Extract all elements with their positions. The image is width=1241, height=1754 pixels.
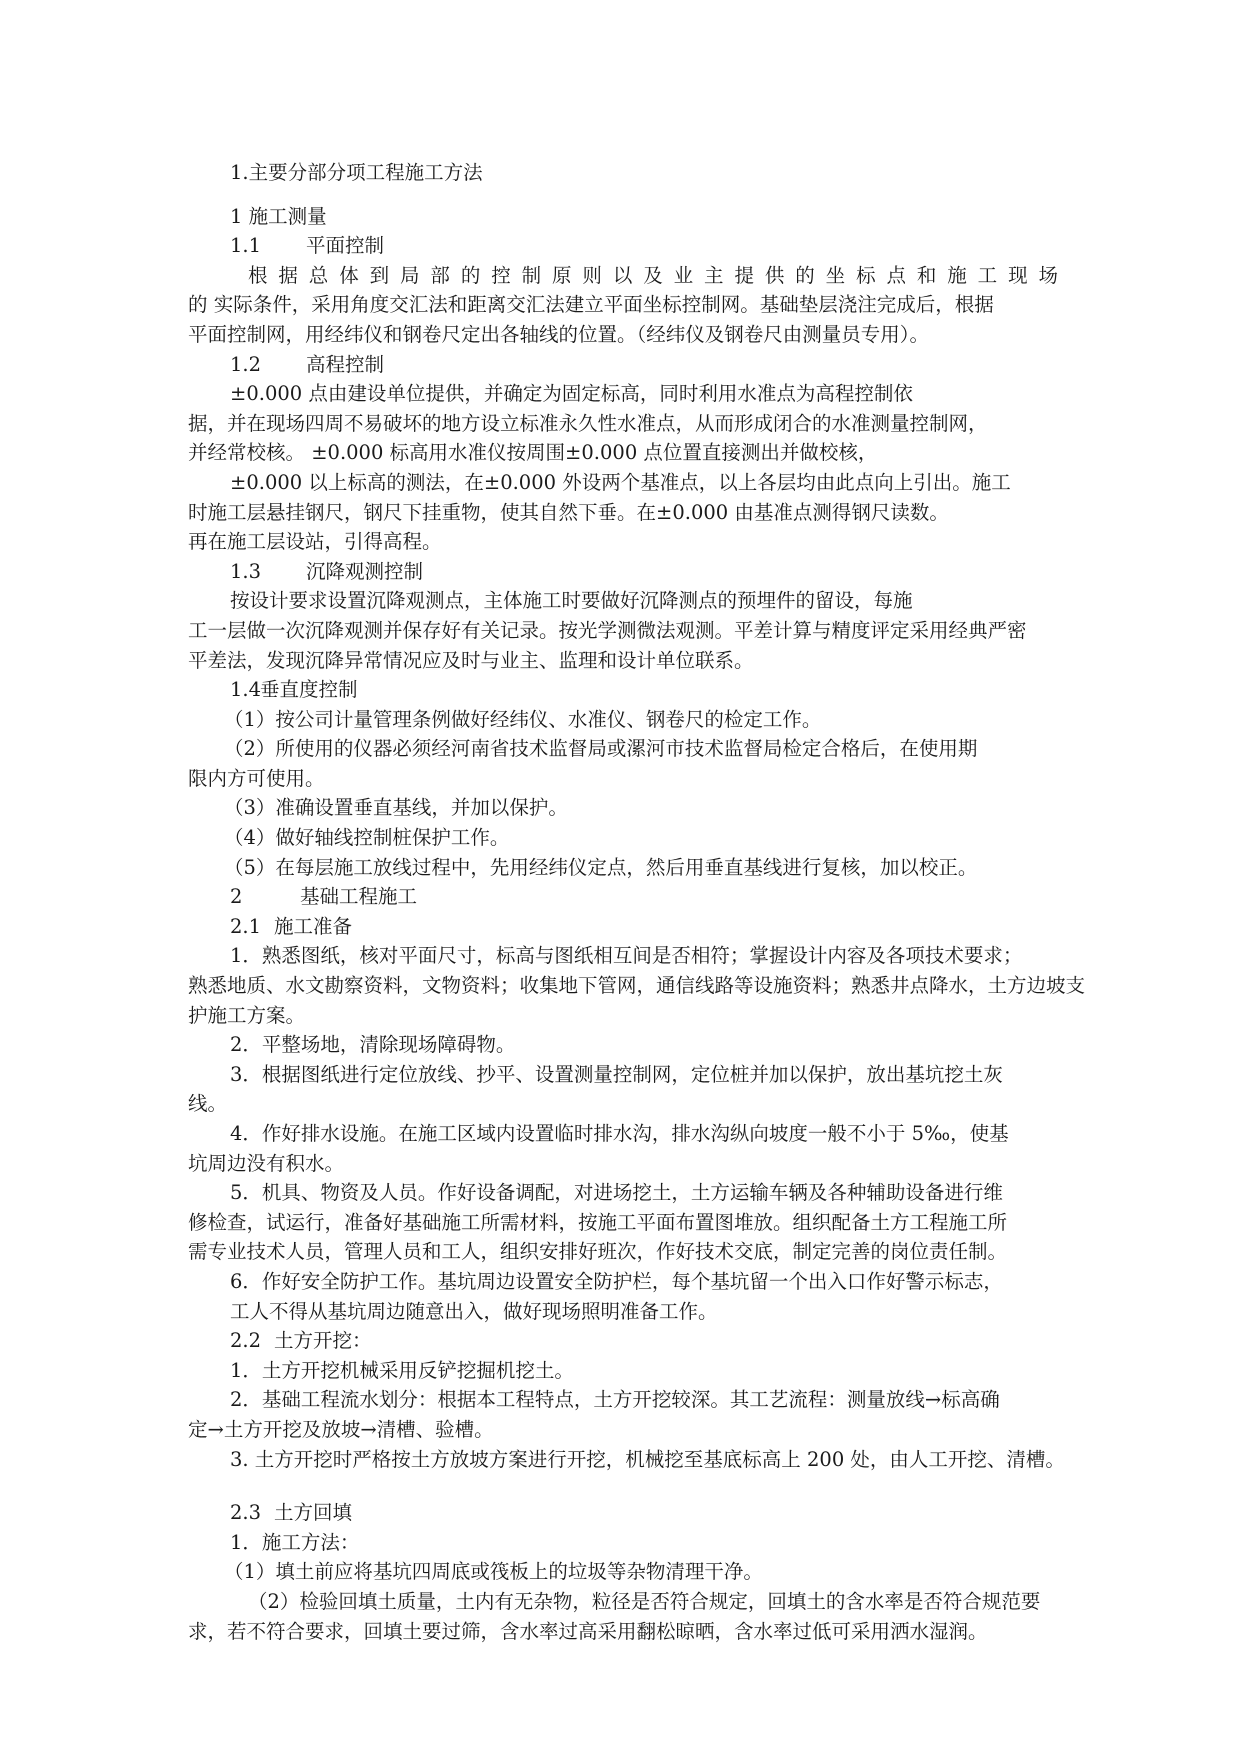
list-item: （3）准确设置垂直基线，并加以保护。 [224, 796, 568, 820]
list-item: （2）所使用的仪器必须经河南省技术监督局或漯河市技术监督局检定合格后，在使用期 [224, 737, 978, 761]
subsection-heading [188, 557, 1058, 587]
subsection-title: 平面控制 [306, 234, 385, 258]
paragraph-line: 坑周边没有积水。 [188, 1151, 345, 1175]
paragraph-line: 6．作好安全防护工作。基坑周边设置安全防护栏，每个基坑留一个出入口作好警示标志， [230, 1269, 1003, 1293]
subsection-title: 土方回填 [274, 1501, 353, 1525]
subsection-heading [188, 675, 1058, 705]
subsection-number: 1.3 [230, 559, 262, 583]
subsection-number: 1.1 [230, 234, 262, 258]
paragraph-line: 5．机具、物资及人员。作好设备调配，对进场挖土，土方运输车辆及各种辅助设备进行维 [230, 1181, 1003, 1205]
paragraph-line: 求，若不符合要求，回填土要过筛，含水率过高采用翻松晾晒，含水率过低可采用洒水湿润。 [188, 1619, 988, 1643]
paragraph-line: 2．基础工程流水划分：根据本工程特点，土方开挖较深。其工艺流程：测量放线→标高确 [230, 1388, 1000, 1412]
paragraph-line: 并经常校核。 ±0.000 标高用水准仪按周围±0.000 点位置直接测出并做校核， [188, 441, 878, 465]
paragraph-line: 按设计要求设置沉降观测点，主体施工时要做好沉降测点的预埋件的留设，每施 [230, 589, 913, 613]
subsection-number: 1.4 [230, 678, 262, 702]
section-number: 2 [230, 885, 243, 909]
subsection-title: 高程控制 [306, 352, 385, 376]
paragraph-line: 根据总体到局部的控制原则以及业主提供的坐标点和施工现场 [248, 263, 1058, 287]
paragraph-line: 再在施工层设站，引得高程。 [188, 530, 442, 554]
paragraph-line: 平差法，发现沉降异常情况应及时与业主、监理和设计单位联系。 [188, 648, 754, 672]
paragraph-line: 1．熟悉图纸，核对平面尺寸，标高与图纸相互间是否相符；掌握设计内容及各项技术要求； [230, 944, 1023, 968]
paragraph-line: 定→土方开挖及放坡→清槽、验槽。 [188, 1417, 494, 1441]
document-title: 1.主要分部分项工程施工方法 [230, 161, 483, 184]
subsection-heading [188, 912, 1058, 942]
section-heading: 1 施工测量 [230, 204, 327, 228]
document-body [188, 158, 1086, 1646]
list-item: （4）做好轴线控制桩保护工作。 [224, 826, 510, 850]
paragraph-line: 工一层做一次沉降观测并保存好有关记录。按光学测微法观测。平差计算与精度评定采用经典严密 [188, 618, 1027, 642]
paragraph-line: 护施工方案。 [188, 1003, 306, 1027]
subsection-title: 土方开挖： [274, 1329, 372, 1353]
section-heading [188, 882, 1058, 912]
list-item: （1）填土前应将基坑四周底或筏板上的垃圾等杂物清理干净。 [224, 1560, 763, 1584]
list-item: （2）检验回填土质量，土内有无杂物，粒径是否符合规定，回填土的含水率是否符合规范要 [248, 1589, 1041, 1613]
paragraph-line: 修检查，试运行，准备好基础施工所需材料，按施工平面布置图堆放。组织配备土方工程施工所 [188, 1210, 1008, 1234]
list-item: 限内方可使用。 [188, 766, 325, 790]
paragraph-line: 2．平整场地，清除现场障碍物。 [230, 1033, 516, 1057]
paragraph-line: 时施工层悬挂钢尺，钢尺下挂重物，使其自然下垂。在±0.000 由基准点测得钢尺读数。 [188, 500, 949, 524]
paragraph-line: 需专业技术人员，管理人员和工人，组织安排好班次，作好技术交底，制定完善的岗位责任制。 [188, 1240, 1008, 1264]
subsection-title: 沉降观测控制 [306, 559, 424, 583]
paragraph-line: 平面控制网，用经纬仪和钢卷尺定出各轴线的位置。（经纬仪及钢卷尺由测量员专用）。 [188, 322, 930, 346]
list-item: （5）在每层施工放线过程中，先用经纬仪定点，然后用垂直基线进行复核，加以校正。 [224, 855, 978, 879]
paragraph-line: 1．土方开挖机械采用反铲挖掘机挖土。 [230, 1358, 574, 1382]
paragraph-line: 4．作好排水设施。在施工区域内设置临时排水沟，排水沟纵向坡度一般不小于 5‰，使基 [230, 1122, 1009, 1145]
section-title: 基础工程施工 [300, 885, 418, 909]
subsection-number: 2.1 [230, 914, 262, 938]
subsection-title: 施工准备 [274, 914, 353, 938]
paragraph-line: 3．根据图纸进行定位放线、抄平、设置测量控制网，定位桩并加以保护，放出基坑挖土灰 [230, 1062, 1003, 1086]
paragraph-line: 据，并在现场四周不易破坏的地方设立标准永久性水准点，从而形成闭合的水准测量控制网， [188, 411, 988, 435]
subsection-heading [188, 350, 1058, 380]
paragraph-line: 的 实际条件，采用角度交汇法和距离交汇法建立平面坐标控制网。基础垫层浇注完成后，根据 [188, 293, 994, 317]
paragraph-line: 3. 土方开挖时严格按土方放坡方案进行开挖，机械挖至基底标高上 200 处，由人工开挖、清槽。 [230, 1447, 1065, 1471]
paragraph-line: 1．施工方法： [230, 1530, 360, 1554]
paragraph-line: 熟悉地质、水文勘察资料，文物资料；收集地下管网，通信线路等设施资料；熟悉井点降水，土方边坡支 [188, 974, 1086, 998]
paragraph-line: ±0.000 以上标高的测法，在±0.000 外设两个基准点，以上各层均由此点向上引出。施工 [230, 470, 1011, 494]
subsection-number: 2.3 [230, 1501, 262, 1525]
subsection-heading [188, 1498, 1058, 1528]
paragraph-line: 线。 [188, 1092, 228, 1116]
subsection-heading [188, 1326, 1058, 1356]
paragraph-line: 工人不得从基坑周边随意出入，做好现场照明准备工作。 [230, 1299, 718, 1323]
subsection-number: 1.2 [230, 352, 262, 376]
paragraph-line: ±0.000 点由建设单位提供，并确定为固定标高，同时利用水准点为高程控制依 [230, 382, 913, 406]
subsection-heading [188, 231, 1058, 261]
subsection-title: 垂直度控制 [260, 678, 358, 702]
subsection-number: 2.2 [230, 1329, 262, 1353]
list-item: （1）按公司计量管理条例做好经纬仪、水准仪、钢卷尺的检定工作。 [224, 707, 822, 731]
